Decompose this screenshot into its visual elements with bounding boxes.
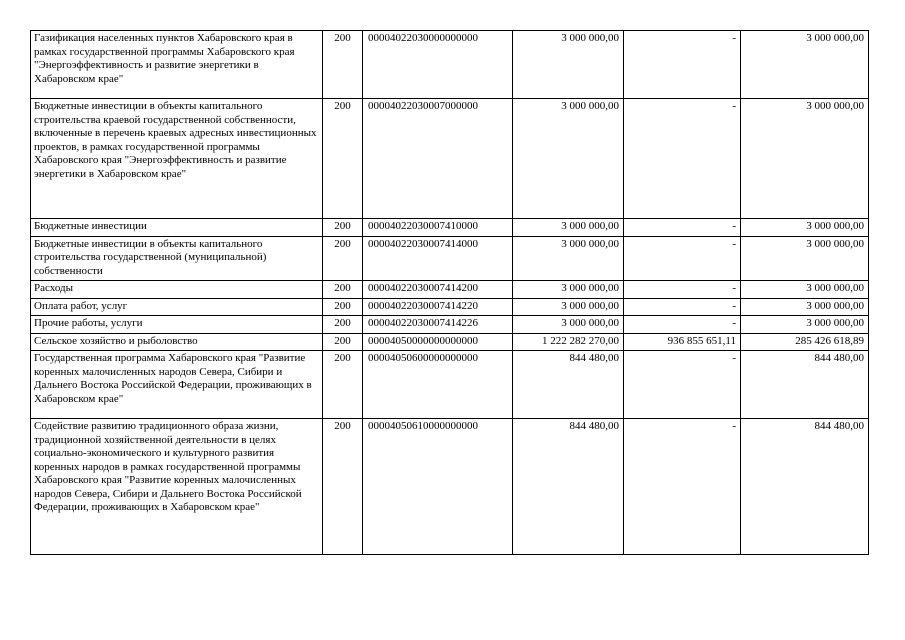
row-code-cell: 200 [323, 236, 363, 281]
row-name-cell: Бюджетные инвестиции в объекты капитального строительства государственной (муниципальной) собственности [31, 236, 323, 281]
row-executed-cell: - [624, 419, 741, 555]
row-approved-cell: 3 000 000,00 [513, 31, 624, 99]
row-code-cell: 200 [323, 419, 363, 555]
row-classification-code-cell: 00004050000000000000 [363, 333, 513, 351]
row-approved-cell: 3 000 000,00 [513, 281, 624, 299]
row-classification-code-cell: 00004022030000000000 [363, 31, 513, 99]
table-row [31, 351, 869, 419]
row-approved-cell: 844 480,00 [513, 351, 624, 419]
row-code-cell: 200 [323, 316, 363, 334]
row-code-cell: 200 [323, 281, 363, 299]
row-executed-cell: - [624, 99, 741, 219]
table-row [31, 419, 869, 555]
row-executed-cell: - [624, 219, 741, 237]
table-row [31, 281, 869, 299]
row-code-cell: 200 [323, 298, 363, 316]
table-row [31, 219, 869, 237]
row-remaining-cell: 844 480,00 [741, 419, 869, 555]
table-row [31, 298, 869, 316]
row-executed-cell: - [624, 298, 741, 316]
row-remaining-cell: 3 000 000,00 [741, 99, 869, 219]
row-name-cell: Оплата работ, услуг [31, 298, 323, 316]
row-name-cell: Расходы [31, 281, 323, 299]
row-classification-code-cell: 00004022030007000000 [363, 99, 513, 219]
row-name-cell: Бюджетные инвестиции [31, 219, 323, 237]
row-executed-cell: - [624, 281, 741, 299]
row-executed-cell: 936 855 651,11 [624, 333, 741, 351]
row-remaining-cell: 3 000 000,00 [741, 298, 869, 316]
row-remaining-cell: 3 000 000,00 [741, 219, 869, 237]
row-approved-cell: 844 480,00 [513, 419, 624, 555]
table-row [31, 316, 869, 334]
row-remaining-cell: 3 000 000,00 [741, 316, 869, 334]
row-remaining-cell: 285 426 618,89 [741, 333, 869, 351]
row-classification-code-cell: 00004022030007414226 [363, 316, 513, 334]
row-remaining-cell: 844 480,00 [741, 351, 869, 419]
row-code-cell: 200 [323, 333, 363, 351]
row-approved-cell: 3 000 000,00 [513, 298, 624, 316]
table-row [31, 31, 869, 99]
row-name-cell: Бюджетные инвестиции в объекты капитального строительства краевой государственной собственности, включенные в перечень краевых адресных инвестиционных проектов, в рамках государственной программы Хабаровского края "Энергоэффективность и развитие энергетики в Хабаровском крае" [31, 99, 323, 219]
row-name-cell: Государственная программа Хабаровского края "Развитие коренных малочисленных народов Севера, Сибири и Дальнего Востока Российской Федерации, проживающих в Хабаровском крае" [31, 351, 323, 419]
table-row [31, 333, 869, 351]
row-approved-cell: 3 000 000,00 [513, 316, 624, 334]
row-executed-cell: - [624, 316, 741, 334]
row-code-cell: 200 [323, 99, 363, 219]
row-code-cell: 200 [323, 31, 363, 99]
row-remaining-cell: 3 000 000,00 [741, 281, 869, 299]
row-approved-cell: 3 000 000,00 [513, 99, 624, 219]
row-classification-code-cell: 00004022030007414200 [363, 281, 513, 299]
row-executed-cell: - [624, 351, 741, 419]
row-classification-code-cell: 00004022030007410000 [363, 219, 513, 237]
row-remaining-cell: 3 000 000,00 [741, 236, 869, 281]
row-name-cell: Газификация населенных пунктов Хабаровского края в рамках государственной программы Хабаровского края "Энергоэффективность и развитие энергетики в Хабаровском крае" [31, 31, 323, 99]
row-approved-cell: 3 000 000,00 [513, 236, 624, 281]
row-classification-code-cell: 00004022030007414220 [363, 298, 513, 316]
row-approved-cell: 1 222 282 270,00 [513, 333, 624, 351]
row-executed-cell: - [624, 31, 741, 99]
row-classification-code-cell: 00004050600000000000 [363, 351, 513, 419]
row-name-cell: Прочие работы, услуги [31, 316, 323, 334]
row-code-cell: 200 [323, 351, 363, 419]
row-name-cell: Содействие развитию традиционного образа жизни, традиционной хозяйственной деятельности в целях социально-экономического и культурного развития коренных народов в рамках государственной программы Хабаровского края "Развитие коренных малочисленных народов Севера, Сибири и Дальнего Востока Российской Федерации, проживающих в Хабаровском крае" [31, 419, 323, 555]
row-approved-cell: 3 000 000,00 [513, 219, 624, 237]
table-row [31, 236, 869, 281]
row-remaining-cell: 3 000 000,00 [741, 31, 869, 99]
budget-report-page [30, 30, 868, 555]
row-executed-cell: - [624, 236, 741, 281]
budget-execution-table [30, 30, 869, 555]
row-classification-code-cell: 00004050610000000000 [363, 419, 513, 555]
row-code-cell: 200 [323, 219, 363, 237]
table-row [31, 99, 869, 219]
row-name-cell: Сельское хозяйство и рыболовство [31, 333, 323, 351]
row-classification-code-cell: 00004022030007414000 [363, 236, 513, 281]
